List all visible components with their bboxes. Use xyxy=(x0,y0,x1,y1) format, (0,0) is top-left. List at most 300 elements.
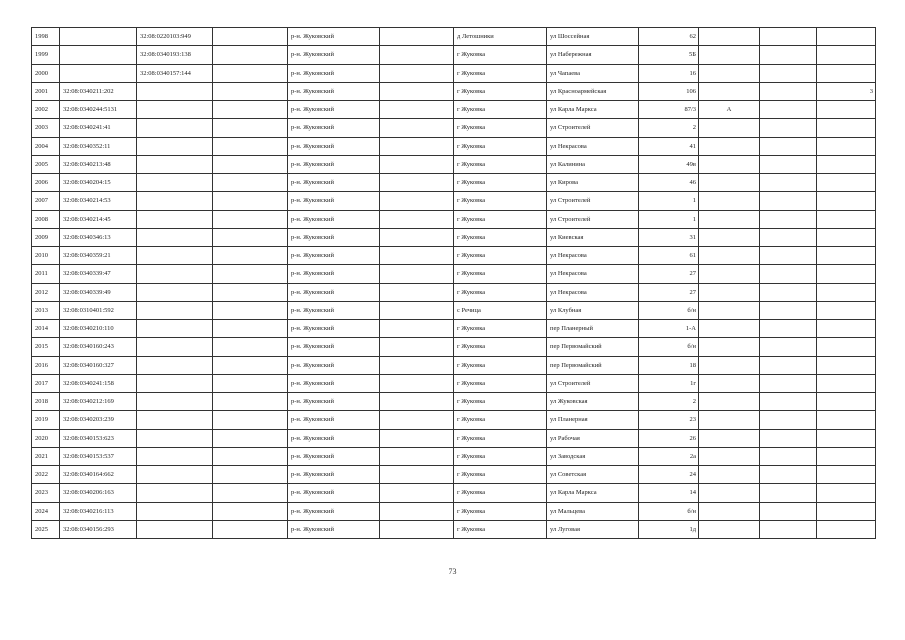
cadastral-number-cell: 32:08:0310401:592 xyxy=(60,301,137,319)
empty-cell xyxy=(213,466,288,484)
house-number-cell: 14 xyxy=(639,484,699,502)
house-number-cell: 2а xyxy=(639,447,699,465)
table-row xyxy=(32,320,876,338)
district-cell: р-н. Жуковский xyxy=(288,28,380,46)
table-row xyxy=(32,46,876,64)
table-row xyxy=(32,101,876,119)
district-cell: р-н. Жуковский xyxy=(288,338,380,356)
empty-cell xyxy=(213,46,288,64)
extra-value-cell xyxy=(817,155,876,173)
empty-cell xyxy=(213,192,288,210)
building-letter-cell xyxy=(699,174,760,192)
district-cell: р-н. Жуковский xyxy=(288,247,380,265)
empty-cell xyxy=(380,155,454,173)
empty-cell xyxy=(213,265,288,283)
empty-cell xyxy=(760,82,817,100)
empty-cell xyxy=(380,411,454,429)
cadastral-number-cell: 32:08:0340339:47 xyxy=(60,265,137,283)
locality-cell: с Речица xyxy=(454,301,547,319)
extra-value-cell xyxy=(817,46,876,64)
building-letter-cell xyxy=(699,502,760,520)
house-number-cell: 106 xyxy=(639,82,699,100)
empty-cell xyxy=(380,447,454,465)
empty-cell xyxy=(380,393,454,411)
locality-cell: г Жуковка xyxy=(454,466,547,484)
table-row xyxy=(32,502,876,520)
extra-value-cell xyxy=(817,283,876,301)
cadastral-number-alt-cell xyxy=(137,320,213,338)
cadastral-number-cell xyxy=(60,46,137,64)
district-cell: р-н. Жуковский xyxy=(288,101,380,119)
row-number-cell: 2017 xyxy=(32,374,60,392)
house-number-cell: 27 xyxy=(639,265,699,283)
house-number-cell: 1д xyxy=(639,520,699,538)
empty-cell xyxy=(760,320,817,338)
row-number-cell: 2012 xyxy=(32,283,60,301)
extra-value-cell xyxy=(817,320,876,338)
empty-cell xyxy=(380,466,454,484)
table-row xyxy=(32,411,876,429)
cadastral-number-alt-cell xyxy=(137,429,213,447)
street-cell: ул Строителей xyxy=(547,192,639,210)
house-number-cell: 24 xyxy=(639,466,699,484)
row-number-cell: 1999 xyxy=(32,46,60,64)
empty-cell xyxy=(380,502,454,520)
district-cell: р-н. Жуковский xyxy=(288,393,380,411)
empty-cell xyxy=(213,484,288,502)
cadastral-number-cell: 32:08:0340241:158 xyxy=(60,374,137,392)
district-cell: р-н. Жуковский xyxy=(288,228,380,246)
cadastral-number-cell: 32:08:0340206:163 xyxy=(60,484,137,502)
table-row xyxy=(32,64,876,82)
locality-cell: д Летошники xyxy=(454,28,547,46)
building-letter-cell: А xyxy=(699,101,760,119)
locality-cell: г Жуковка xyxy=(454,210,547,228)
row-number-cell: 2020 xyxy=(32,429,60,447)
locality-cell: г Жуковка xyxy=(454,228,547,246)
empty-cell xyxy=(213,228,288,246)
extra-value-cell xyxy=(817,101,876,119)
empty-cell xyxy=(760,447,817,465)
empty-cell xyxy=(213,447,288,465)
row-number-cell: 2010 xyxy=(32,247,60,265)
street-cell: ул Киевская xyxy=(547,228,639,246)
empty-cell xyxy=(760,64,817,82)
address-register-table xyxy=(31,27,876,539)
street-cell: ул Кирова xyxy=(547,174,639,192)
building-letter-cell xyxy=(699,338,760,356)
empty-cell xyxy=(213,119,288,137)
table-row xyxy=(32,447,876,465)
extra-value-cell xyxy=(817,520,876,538)
building-letter-cell xyxy=(699,210,760,228)
house-number-cell: б/н xyxy=(639,338,699,356)
building-letter-cell xyxy=(699,520,760,538)
empty-cell xyxy=(760,247,817,265)
building-letter-cell xyxy=(699,447,760,465)
empty-cell xyxy=(380,228,454,246)
house-number-cell: 16 xyxy=(639,64,699,82)
street-cell: ул Некрасова xyxy=(547,247,639,265)
locality-cell: г Жуковка xyxy=(454,502,547,520)
cadastral-number-alt-cell xyxy=(137,174,213,192)
empty-cell xyxy=(380,265,454,283)
empty-cell xyxy=(380,137,454,155)
locality-cell: г Жуковка xyxy=(454,137,547,155)
building-letter-cell xyxy=(699,320,760,338)
cadastral-number-alt-cell xyxy=(137,247,213,265)
district-cell: р-н. Жуковский xyxy=(288,64,380,82)
row-number-cell: 2005 xyxy=(32,155,60,173)
empty-cell xyxy=(213,429,288,447)
empty-cell xyxy=(380,174,454,192)
table-row xyxy=(32,82,876,100)
row-number-cell: 2003 xyxy=(32,119,60,137)
house-number-cell: 1 xyxy=(639,192,699,210)
locality-cell: г Жуковка xyxy=(454,411,547,429)
locality-cell: г Жуковка xyxy=(454,356,547,374)
district-cell: р-н. Жуковский xyxy=(288,320,380,338)
empty-cell xyxy=(760,192,817,210)
locality-cell: г Жуковка xyxy=(454,64,547,82)
row-number-cell: 2014 xyxy=(32,320,60,338)
house-number-cell: 41 xyxy=(639,137,699,155)
extra-value-cell xyxy=(817,374,876,392)
empty-cell xyxy=(380,46,454,64)
empty-cell xyxy=(380,429,454,447)
cadastral-number-cell: 32:08:0340339:49 xyxy=(60,283,137,301)
locality-cell: г Жуковка xyxy=(454,393,547,411)
building-letter-cell xyxy=(699,82,760,100)
empty-cell xyxy=(213,155,288,173)
street-cell: пер Первомайский xyxy=(547,356,639,374)
house-number-cell: 1г xyxy=(639,374,699,392)
empty-cell xyxy=(213,393,288,411)
building-letter-cell xyxy=(699,466,760,484)
empty-cell xyxy=(213,174,288,192)
street-cell: ул Красноармейская xyxy=(547,82,639,100)
row-number-cell: 2009 xyxy=(32,228,60,246)
house-number-cell: б/н xyxy=(639,502,699,520)
extra-value-cell: 3 xyxy=(817,82,876,100)
street-cell: ул Планерная xyxy=(547,411,639,429)
cadastral-number-cell: 32:08:0340346:13 xyxy=(60,228,137,246)
district-cell: р-н. Жуковский xyxy=(288,466,380,484)
empty-cell xyxy=(213,356,288,374)
table-row xyxy=(32,356,876,374)
district-cell: р-н. Жуковский xyxy=(288,137,380,155)
empty-cell xyxy=(760,502,817,520)
empty-cell xyxy=(760,155,817,173)
cadastral-number-cell: 32:08:0340352:11 xyxy=(60,137,137,155)
table-row xyxy=(32,520,876,538)
extra-value-cell xyxy=(817,210,876,228)
locality-cell: г Жуковка xyxy=(454,192,547,210)
street-cell: ул Мальцева xyxy=(547,502,639,520)
street-cell: пер Первомайский xyxy=(547,338,639,356)
extra-value-cell xyxy=(817,429,876,447)
cadastral-number-alt-cell xyxy=(137,338,213,356)
street-cell: ул Строителей xyxy=(547,119,639,137)
street-cell: пер Планерный xyxy=(547,320,639,338)
empty-cell xyxy=(760,265,817,283)
empty-cell xyxy=(380,301,454,319)
empty-cell xyxy=(213,520,288,538)
cadastral-number-cell: 32:08:0340153:537 xyxy=(60,447,137,465)
table-row xyxy=(32,228,876,246)
cadastral-number-alt-cell xyxy=(137,265,213,283)
table-row xyxy=(32,301,876,319)
extra-value-cell xyxy=(817,356,876,374)
street-cell: ул Карла Маркса xyxy=(547,101,639,119)
empty-cell xyxy=(760,393,817,411)
extra-value-cell xyxy=(817,411,876,429)
empty-cell xyxy=(760,46,817,64)
district-cell: р-н. Жуковский xyxy=(288,411,380,429)
empty-cell xyxy=(213,210,288,228)
extra-value-cell xyxy=(817,228,876,246)
building-letter-cell xyxy=(699,429,760,447)
building-letter-cell xyxy=(699,374,760,392)
house-number-cell: 23 xyxy=(639,411,699,429)
empty-cell xyxy=(213,28,288,46)
empty-cell xyxy=(213,283,288,301)
street-cell: ул Строителей xyxy=(547,374,639,392)
row-number-cell: 2002 xyxy=(32,101,60,119)
extra-value-cell xyxy=(817,338,876,356)
extra-value-cell xyxy=(817,119,876,137)
extra-value-cell xyxy=(817,137,876,155)
building-letter-cell xyxy=(699,247,760,265)
page-number: 73 xyxy=(448,567,457,576)
table-row xyxy=(32,174,876,192)
district-cell: р-н. Жуковский xyxy=(288,447,380,465)
cadastral-number-alt-cell xyxy=(137,356,213,374)
locality-cell: г Жуковка xyxy=(454,520,547,538)
table-row xyxy=(32,247,876,265)
street-cell: ул Жуковская xyxy=(547,393,639,411)
row-number-cell: 2015 xyxy=(32,338,60,356)
cadastral-number-alt-cell xyxy=(137,82,213,100)
district-cell: р-н. Жуковский xyxy=(288,265,380,283)
district-cell: р-н. Жуковский xyxy=(288,429,380,447)
table-row xyxy=(32,466,876,484)
empty-cell xyxy=(760,228,817,246)
row-number-cell: 2006 xyxy=(32,174,60,192)
empty-cell xyxy=(213,64,288,82)
empty-cell xyxy=(380,247,454,265)
row-number-cell: 2011 xyxy=(32,265,60,283)
cadastral-number-alt-cell xyxy=(137,520,213,538)
empty-cell xyxy=(380,28,454,46)
extra-value-cell xyxy=(817,502,876,520)
building-letter-cell xyxy=(699,356,760,374)
empty-cell xyxy=(760,174,817,192)
extra-value-cell xyxy=(817,28,876,46)
empty-cell xyxy=(213,247,288,265)
house-number-cell: 2 xyxy=(639,393,699,411)
empty-cell xyxy=(760,137,817,155)
cadastral-number-cell: 32:08:0340214:45 xyxy=(60,210,137,228)
cadastral-number-cell: 32:08:0340211:202 xyxy=(60,82,137,100)
table-body xyxy=(32,28,876,539)
locality-cell: г Жуковка xyxy=(454,447,547,465)
cadastral-number-cell: 32:08:0340212:169 xyxy=(60,393,137,411)
cadastral-number-alt-cell xyxy=(137,301,213,319)
table-row xyxy=(32,283,876,301)
cadastral-number-alt-cell xyxy=(137,374,213,392)
empty-cell xyxy=(760,210,817,228)
building-letter-cell xyxy=(699,393,760,411)
extra-value-cell xyxy=(817,265,876,283)
cadastral-number-cell: 32:08:0340156:293 xyxy=(60,520,137,538)
house-number-cell: 49в xyxy=(639,155,699,173)
locality-cell: г Жуковка xyxy=(454,155,547,173)
house-number-cell: 5Б xyxy=(639,46,699,64)
table-row xyxy=(32,429,876,447)
empty-cell xyxy=(213,502,288,520)
locality-cell: г Жуковка xyxy=(454,283,547,301)
house-number-cell: 62 xyxy=(639,28,699,46)
empty-cell xyxy=(380,356,454,374)
district-cell: р-н. Жуковский xyxy=(288,502,380,520)
empty-cell xyxy=(760,520,817,538)
empty-cell xyxy=(380,82,454,100)
locality-cell: г Жуковка xyxy=(454,247,547,265)
house-number-cell: 27 xyxy=(639,283,699,301)
house-number-cell: 2 xyxy=(639,119,699,137)
locality-cell: г Жуковка xyxy=(454,429,547,447)
table-row xyxy=(32,338,876,356)
table-row xyxy=(32,210,876,228)
cadastral-number-cell: 32:08:0340203:239 xyxy=(60,411,137,429)
building-letter-cell xyxy=(699,484,760,502)
empty-cell xyxy=(380,320,454,338)
cadastral-number-alt-cell: 32:08:0340157:144 xyxy=(137,64,213,82)
empty-cell xyxy=(213,301,288,319)
locality-cell: г Жуковка xyxy=(454,119,547,137)
district-cell: р-н. Жуковский xyxy=(288,374,380,392)
cadastral-number-alt-cell xyxy=(137,155,213,173)
cadastral-number-cell: 32:08:0340160:243 xyxy=(60,338,137,356)
cadastral-number-cell: 32:08:0340214:53 xyxy=(60,192,137,210)
building-letter-cell xyxy=(699,137,760,155)
cadastral-number-alt-cell xyxy=(137,137,213,155)
district-cell: р-н. Жуковский xyxy=(288,301,380,319)
table-row xyxy=(32,265,876,283)
district-cell: р-н. Жуковский xyxy=(288,283,380,301)
row-number-cell: 2016 xyxy=(32,356,60,374)
district-cell: р-н. Жуковский xyxy=(288,520,380,538)
building-letter-cell xyxy=(699,64,760,82)
empty-cell xyxy=(213,374,288,392)
table-row xyxy=(32,28,876,46)
empty-cell xyxy=(213,411,288,429)
building-letter-cell xyxy=(699,28,760,46)
empty-cell xyxy=(760,356,817,374)
district-cell: р-н. Жуковский xyxy=(288,356,380,374)
empty-cell xyxy=(213,338,288,356)
district-cell: р-н. Жуковский xyxy=(288,484,380,502)
house-number-cell: 46 xyxy=(639,174,699,192)
extra-value-cell xyxy=(817,484,876,502)
empty-cell xyxy=(760,119,817,137)
cadastral-number-alt-cell xyxy=(137,101,213,119)
building-letter-cell xyxy=(699,192,760,210)
building-letter-cell xyxy=(699,119,760,137)
empty-cell xyxy=(213,137,288,155)
cadastral-number-alt-cell xyxy=(137,484,213,502)
locality-cell: г Жуковка xyxy=(454,320,547,338)
empty-cell xyxy=(380,210,454,228)
house-number-cell: 61 xyxy=(639,247,699,265)
empty-cell xyxy=(380,119,454,137)
district-cell: р-н. Жуковский xyxy=(288,174,380,192)
street-cell: ул Советская xyxy=(547,466,639,484)
cadastral-number-alt-cell: 32:08:0340193:138 xyxy=(137,46,213,64)
table-row xyxy=(32,137,876,155)
locality-cell: г Жуковка xyxy=(454,374,547,392)
district-cell: р-н. Жуковский xyxy=(288,46,380,64)
cadastral-number-cell: 32:08:0340164:662 xyxy=(60,466,137,484)
cadastral-number-cell: 32:08:0340210:110 xyxy=(60,320,137,338)
building-letter-cell xyxy=(699,46,760,64)
cadastral-number-alt-cell xyxy=(137,502,213,520)
street-cell: ул Некрасова xyxy=(547,283,639,301)
building-letter-cell xyxy=(699,155,760,173)
extra-value-cell xyxy=(817,301,876,319)
house-number-cell: 1-А xyxy=(639,320,699,338)
extra-value-cell xyxy=(817,174,876,192)
cadastral-number-alt-cell: 32:08:0220103:949 xyxy=(137,28,213,46)
row-number-cell: 2001 xyxy=(32,82,60,100)
house-number-cell: б/н xyxy=(639,301,699,319)
empty-cell xyxy=(760,28,817,46)
house-number-cell: 26 xyxy=(639,429,699,447)
table-row xyxy=(32,192,876,210)
table-row xyxy=(32,393,876,411)
row-number-cell: 2018 xyxy=(32,393,60,411)
empty-cell xyxy=(380,520,454,538)
cadastral-number-alt-cell xyxy=(137,393,213,411)
empty-cell xyxy=(760,338,817,356)
building-letter-cell xyxy=(699,228,760,246)
district-cell: р-н. Жуковский xyxy=(288,82,380,100)
empty-cell xyxy=(380,283,454,301)
empty-cell xyxy=(760,283,817,301)
empty-cell xyxy=(760,301,817,319)
cadastral-number-alt-cell xyxy=(137,228,213,246)
row-number-cell: 2023 xyxy=(32,484,60,502)
row-number-cell: 2022 xyxy=(32,466,60,484)
locality-cell: г Жуковка xyxy=(454,101,547,119)
building-letter-cell xyxy=(699,411,760,429)
locality-cell: г Жуковка xyxy=(454,265,547,283)
extra-value-cell xyxy=(817,447,876,465)
street-cell: ул Луговая xyxy=(547,520,639,538)
locality-cell: г Жуковка xyxy=(454,82,547,100)
extra-value-cell xyxy=(817,64,876,82)
empty-cell xyxy=(760,374,817,392)
row-number-cell: 2025 xyxy=(32,520,60,538)
empty-cell xyxy=(380,374,454,392)
house-number-cell: 18 xyxy=(639,356,699,374)
row-number-cell: 2021 xyxy=(32,447,60,465)
row-number-cell: 2008 xyxy=(32,210,60,228)
district-cell: р-н. Жуковский xyxy=(288,210,380,228)
cadastral-number-cell: 32:08:0340160:327 xyxy=(60,356,137,374)
extra-value-cell xyxy=(817,192,876,210)
